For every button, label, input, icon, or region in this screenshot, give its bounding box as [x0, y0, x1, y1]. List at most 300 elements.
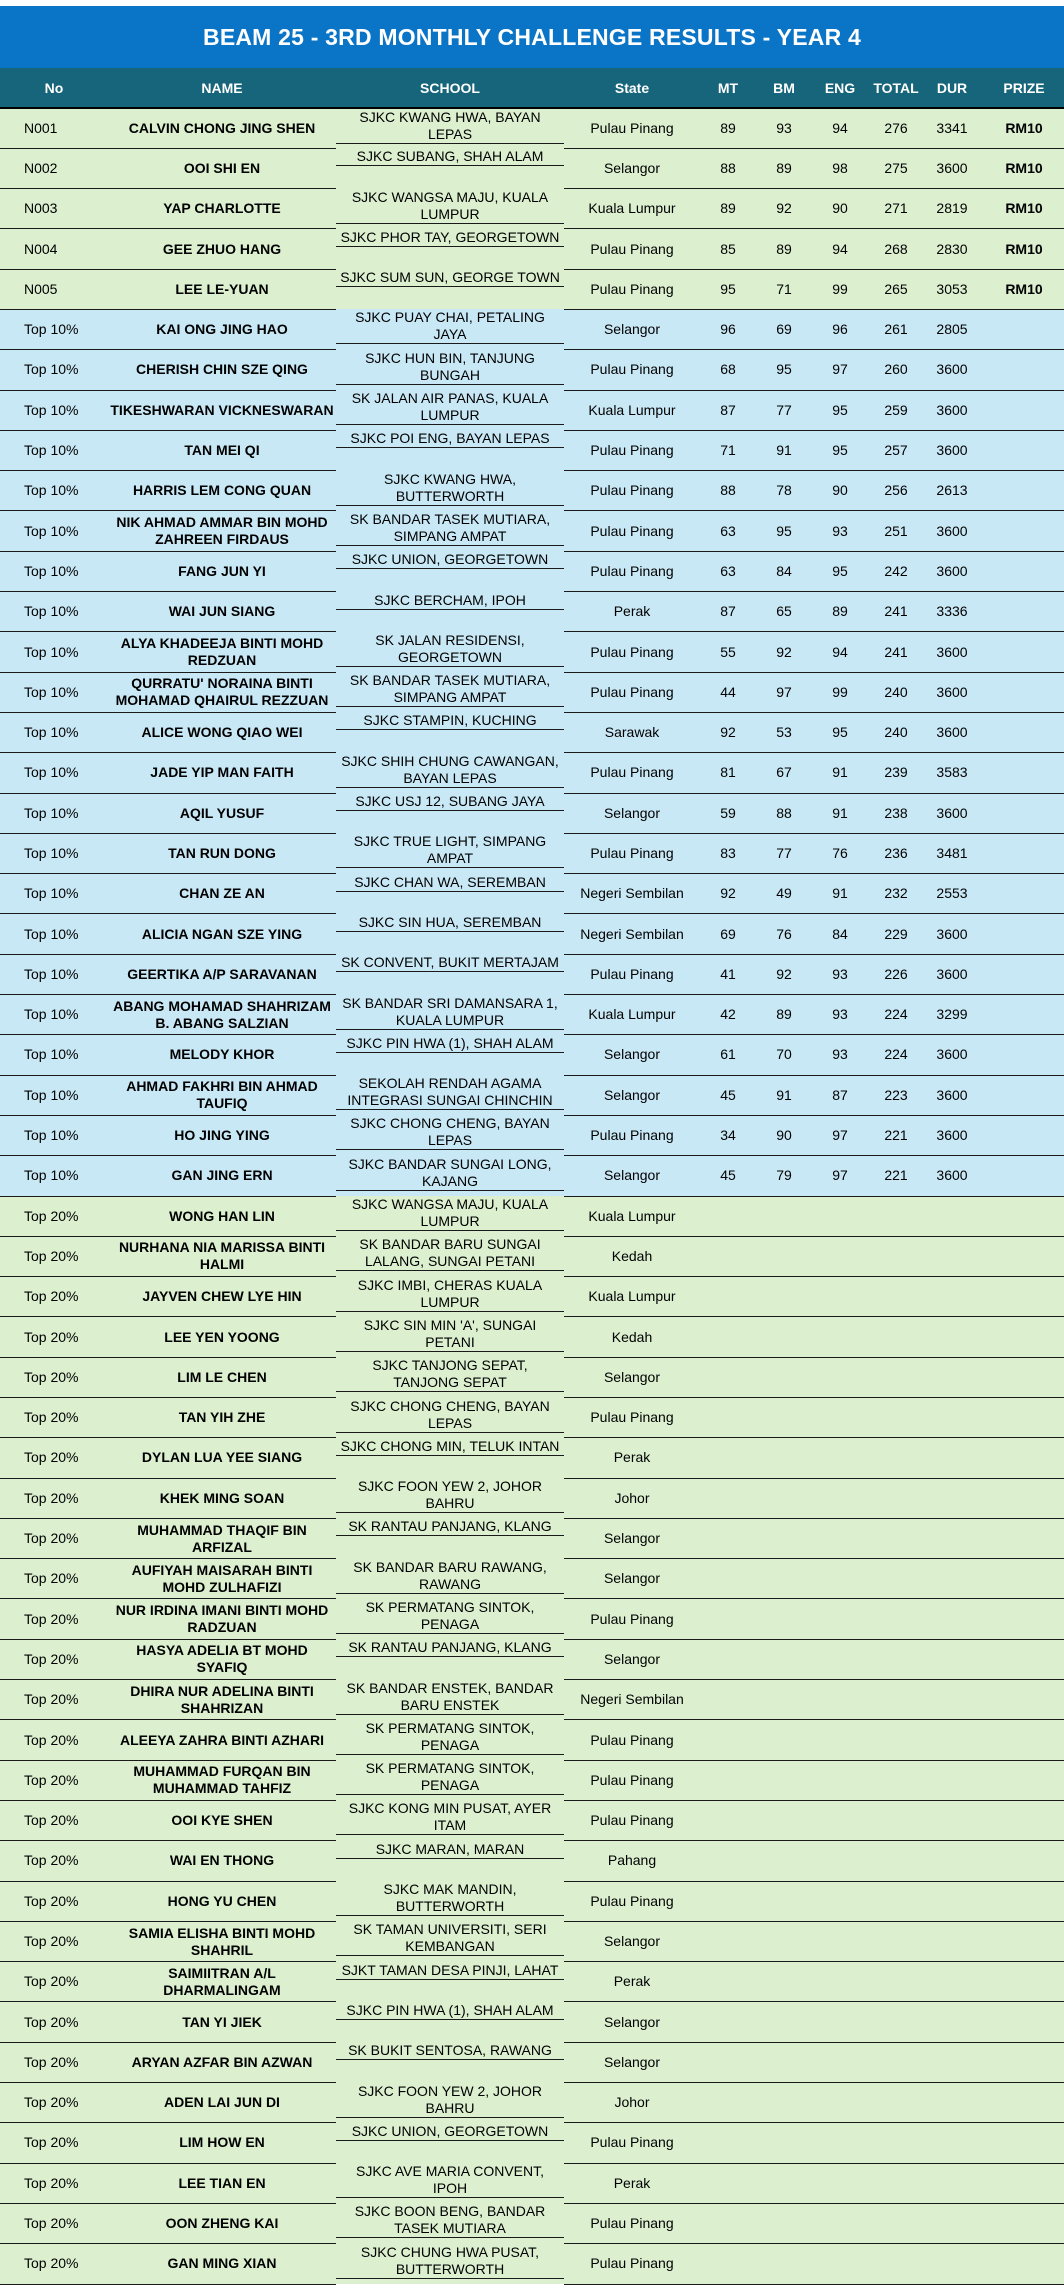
cell-prize	[980, 1236, 1064, 1276]
cell-prize	[980, 1599, 1064, 1639]
cell-school	[336, 1559, 564, 1594]
cell-mt: 85	[700, 229, 756, 269]
cell-total: 221	[868, 1115, 924, 1155]
cell-state: Selangor	[564, 1559, 700, 1599]
cell-state: Kuala Lumpur	[564, 390, 700, 430]
cell-prize	[980, 551, 1064, 591]
cell-prize	[980, 1115, 1064, 1155]
cell-eng: 93	[812, 511, 868, 551]
cell-bm: 91	[756, 430, 812, 470]
school-text: SJKC KONG MIN PUSAT, AYER ITAM	[348, 1800, 552, 1834]
cell-total: 236	[868, 833, 924, 873]
table-row	[0, 874, 1064, 914]
cell-prize	[980, 1398, 1064, 1438]
cell-mt: 89	[700, 108, 756, 148]
cell-name: HASYA ADELIA BT MOHD SYAFIQ	[108, 1639, 336, 1679]
cell-total	[868, 1559, 924, 1599]
cell-prize	[980, 1559, 1064, 1599]
cell-state: Kuala Lumpur	[564, 189, 700, 229]
cell-name: NUR IRDINA IMANI BINTI MOHD RADZUAN	[108, 1599, 336, 1639]
cell-eng: 95	[812, 712, 868, 752]
cell-state: Johor	[564, 1478, 700, 1518]
cell-no: Top 10%	[0, 874, 108, 914]
cell-total	[868, 1398, 924, 1438]
cell-no: Top 10%	[0, 954, 108, 994]
school-text: SJKC BOON BENG, BANDAR TASEK MUTIARA	[354, 2203, 546, 2237]
cell-no: Top 20%	[0, 1962, 108, 2002]
cell-bm	[756, 1720, 812, 1760]
cell-name: MUHAMMAD THAQIF BIN ARFIZAL	[108, 1518, 336, 1558]
cell-name: WONG HAN LIN	[108, 1196, 336, 1236]
cell-mt: 71	[700, 430, 756, 470]
cell-prize: RM10	[980, 229, 1064, 269]
school-text: SJKC AVE MARIA CONVENT, IPOH	[355, 2163, 544, 2197]
cell-mt: 45	[700, 1156, 756, 1196]
cell-mt: 96	[700, 309, 756, 349]
cell-prize	[980, 1518, 1064, 1558]
cell-no: Top 20%	[0, 1559, 108, 1599]
cell-state: Selangor	[564, 1639, 700, 1679]
cell-prize	[980, 1156, 1064, 1196]
cell-name: HO JING YING	[108, 1115, 336, 1155]
school-text: SJKC PUAY CHAI, PETALING JAYA	[355, 309, 545, 343]
cell-school	[336, 2244, 564, 2279]
cell-dur	[924, 1196, 980, 1236]
cell-dur	[924, 1881, 980, 1921]
cell-total: 268	[868, 229, 924, 269]
cell-bm	[756, 2123, 812, 2163]
cell-no: Top 10%	[0, 793, 108, 833]
cell-state: Selangor	[564, 1035, 700, 1075]
cell-mt: 87	[700, 390, 756, 430]
cell-name: GEE ZHUO HANG	[108, 229, 336, 269]
table-row	[0, 2123, 1064, 2163]
cell-no: Top 10%	[0, 1075, 108, 1115]
cell-no: Top 20%	[0, 1438, 108, 1478]
table-row	[0, 108, 1064, 148]
table-row	[0, 2244, 1064, 2284]
cell-mt: 34	[700, 1115, 756, 1155]
cell-mt	[700, 1921, 756, 1961]
school-text: SJKC MAK MANDIN, BUTTERWORTH	[383, 1881, 517, 1915]
cell-total	[868, 1317, 924, 1357]
cell-state: Pulau Pinang	[564, 430, 700, 470]
cell-name: HARRIS LEM CONG QUAN	[108, 471, 336, 511]
cell-prize	[980, 1639, 1064, 1679]
school-text: SK JALAN RESIDENSI, GEORGETOWN	[375, 631, 525, 665]
cell-no: Top 10%	[0, 1115, 108, 1155]
cell-bm	[756, 1680, 812, 1720]
school-text: SK PERMATANG SINTOK, PENAGA	[365, 1598, 535, 1632]
cell-eng	[812, 1639, 868, 1679]
cell-school	[336, 2002, 564, 2020]
cell-no: Top 20%	[0, 1841, 108, 1881]
cell-bm	[756, 1277, 812, 1317]
cell-name: LEE TIAN EN	[108, 2163, 336, 2203]
cell-name: ABANG MOHAMAD SHAHRIZAM B. ABANG SALZIAN	[108, 995, 336, 1035]
cell-eng	[812, 1236, 868, 1276]
cell-state: Negeri Sembilan	[564, 874, 700, 914]
cell-prize	[980, 1478, 1064, 1518]
school-text: SJKC TRUE LIGHT, SIMPANG AMPAT	[353, 833, 547, 867]
cell-school	[336, 1277, 564, 1312]
cell-eng	[812, 1599, 868, 1639]
cell-name: ALICE WONG QIAO WEI	[108, 712, 336, 752]
cell-prize	[980, 1881, 1064, 1921]
cell-mt: 61	[700, 1035, 756, 1075]
cell-mt	[700, 2083, 756, 2123]
cell-no: Top 10%	[0, 551, 108, 591]
school-text: SJKC KWANG HWA, BUTTERWORTH	[384, 470, 516, 504]
cell-school	[336, 1518, 564, 1536]
cell-total: 240	[868, 672, 924, 712]
cell-prize	[980, 1680, 1064, 1720]
cell-school	[336, 954, 564, 972]
cell-prize: RM10	[980, 189, 1064, 229]
header-eng: ENG	[812, 68, 868, 108]
cell-no: Top 20%	[0, 2123, 108, 2163]
table-row	[0, 1518, 1064, 1558]
cell-total	[868, 2002, 924, 2042]
cell-school	[336, 350, 564, 385]
cell-prize	[980, 914, 1064, 954]
cell-dur	[924, 1317, 980, 1357]
cell-prize	[980, 1075, 1064, 1115]
cell-school	[336, 2042, 564, 2060]
cell-no: Top 10%	[0, 1156, 108, 1196]
cell-prize	[980, 954, 1064, 994]
cell-eng: 94	[812, 229, 868, 269]
cell-dur	[924, 1478, 980, 1518]
cell-dur: 3053	[924, 269, 980, 309]
cell-dur: 3600	[924, 672, 980, 712]
cell-eng	[812, 2123, 868, 2163]
cell-name: OOI KYE SHEN	[108, 1800, 336, 1840]
cell-name: JAYVEN CHEW LYE HIN	[108, 1277, 336, 1317]
header-name: NAME	[108, 68, 336, 108]
cell-dur	[924, 1518, 980, 1558]
cell-prize	[980, 1317, 1064, 1357]
cell-name: NURHANA NIA MARISSA BINTI HALMI	[108, 1236, 336, 1276]
cell-no: Top 20%	[0, 2203, 108, 2243]
cell-name: MUHAMMAD FURQAN BIN MUHAMMAD TAHFIZ	[108, 1760, 336, 1800]
cell-school	[336, 1921, 564, 1956]
cell-bm: 92	[756, 632, 812, 672]
cell-no: Top 20%	[0, 2163, 108, 2203]
cell-state: Pulau Pinang	[564, 229, 700, 269]
cell-eng: 76	[812, 833, 868, 873]
cell-name: ALICIA NGAN SZE YING	[108, 914, 336, 954]
school-text: SK BANDAR BARU SUNGAI LALANG, SUNGAI PETANI	[359, 1236, 541, 1270]
table-row	[0, 1156, 1064, 1196]
cell-name: DHIRA NUR ADELINA BINTI SHAHRIZAN	[108, 1680, 336, 1720]
cell-prize	[980, 1760, 1064, 1800]
table-row	[0, 1881, 1064, 1921]
cell-no: Top 10%	[0, 914, 108, 954]
school-text: SK BANDAR ENSTEK, BANDAR BARU ENSTEK	[346, 1679, 554, 1713]
cell-eng: 93	[812, 1035, 868, 1075]
cell-dur: 3600	[924, 1035, 980, 1075]
cell-dur: 3299	[924, 995, 980, 1035]
cell-eng	[812, 1720, 868, 1760]
school-text: SJKC POI ENG, BAYAN LEPAS	[350, 430, 550, 447]
cell-state: Selangor	[564, 2042, 700, 2082]
cell-state: Pulau Pinang	[564, 833, 700, 873]
cell-dur: 3600	[924, 350, 980, 390]
cell-prize	[980, 1921, 1064, 1961]
school-text: SJKC BANDAR SUNGAI LONG, KAJANG	[348, 1155, 552, 1189]
cell-total	[868, 1277, 924, 1317]
cell-total	[868, 2244, 924, 2284]
cell-bm	[756, 2244, 812, 2284]
school-text: SJKC CHONG CHENG, BAYAN LEPAS	[350, 1397, 550, 1431]
table-row	[0, 995, 1064, 1035]
table-row	[0, 2002, 1064, 2042]
table-row	[0, 1357, 1064, 1397]
cell-school	[336, 511, 564, 546]
cell-prize	[980, 309, 1064, 349]
cell-school	[336, 833, 564, 868]
cell-prize	[980, 2244, 1064, 2284]
cell-dur	[924, 1720, 980, 1760]
cell-dur	[924, 1438, 980, 1478]
cell-state: Pulau Pinang	[564, 2123, 700, 2163]
cell-bm: 92	[756, 189, 812, 229]
cell-total: 276	[868, 108, 924, 148]
cell-dur	[924, 2083, 980, 2123]
cell-no: Top 20%	[0, 1881, 108, 1921]
cell-bm: 95	[756, 350, 812, 390]
cell-dur: 3600	[924, 1075, 980, 1115]
cell-school	[336, 672, 564, 707]
cell-mt	[700, 2042, 756, 2082]
school-text: SJKC CHUNG HWA PUSAT, BUTTERWORTH	[360, 2243, 540, 2277]
cell-eng: 89	[812, 592, 868, 632]
cell-dur: 3481	[924, 833, 980, 873]
cell-total	[868, 1881, 924, 1921]
table-row	[0, 914, 1064, 954]
cell-no: N004	[0, 229, 108, 269]
cell-name: ARYAN AZFAR BIN AZWAN	[108, 2042, 336, 2082]
school-text: SJKC SIN MIN 'A', SUNGAI PETANI	[363, 1316, 537, 1350]
cell-bm: 90	[756, 1115, 812, 1155]
cell-prize	[980, 2083, 1064, 2123]
cell-school	[336, 1962, 564, 1980]
cell-prize	[980, 1196, 1064, 1236]
cell-school	[336, 2123, 564, 2141]
cell-no: Top 20%	[0, 1398, 108, 1438]
cell-no: Top 20%	[0, 2083, 108, 2123]
cell-school	[336, 1236, 564, 1271]
table-row	[0, 672, 1064, 712]
table-row	[0, 1236, 1064, 1276]
cell-mt	[700, 2244, 756, 2284]
cell-dur: 2819	[924, 189, 980, 229]
cell-state: Pulau Pinang	[564, 632, 700, 672]
cell-no: Top 10%	[0, 309, 108, 349]
school-text: SJKT TAMAN DESA PINJI, LAHAT	[341, 1961, 559, 1978]
cell-no: Top 20%	[0, 1277, 108, 1317]
cell-dur	[924, 1800, 980, 1840]
cell-prize: RM10	[980, 269, 1064, 309]
cell-state: Pulau Pinang	[564, 108, 700, 148]
cell-mt	[700, 1800, 756, 1840]
table-row	[0, 189, 1064, 229]
table-row	[0, 1196, 1064, 1236]
school-text: SJKC WANGSA MAJU, KUALA LUMPUR	[351, 1196, 549, 1230]
cell-prize	[980, 1720, 1064, 1760]
school-text: SJKC SIN HUA, SEREMBAN	[358, 913, 542, 930]
table-row	[0, 833, 1064, 873]
cell-bm	[756, 1478, 812, 1518]
header-state: State	[564, 68, 700, 108]
cell-mt	[700, 1357, 756, 1397]
cell-eng	[812, 1559, 868, 1599]
table-row	[0, 350, 1064, 390]
cell-name: LEE YEN YOONG	[108, 1317, 336, 1357]
cell-eng: 99	[812, 269, 868, 309]
cell-school	[336, 189, 564, 224]
cell-bm: 95	[756, 511, 812, 551]
cell-eng: 97	[812, 1156, 868, 1196]
table-row	[0, 511, 1064, 551]
cell-bm	[756, 2163, 812, 2203]
cell-total: 261	[868, 309, 924, 349]
cell-eng: 97	[812, 350, 868, 390]
cell-name: GEERTIKA A/P SARAVANAN	[108, 954, 336, 994]
cell-name: CHERISH CHIN SZE QING	[108, 350, 336, 390]
table-row	[0, 269, 1064, 309]
cell-name: DYLAN LUA YEE SIANG	[108, 1438, 336, 1478]
cell-total: 238	[868, 793, 924, 833]
cell-dur: 3600	[924, 914, 980, 954]
results-table	[0, 68, 1064, 2285]
cell-mt	[700, 1760, 756, 1800]
cell-school	[336, 1398, 564, 1433]
school-text: SK JALAN AIR PANAS, KUALA LUMPUR	[351, 390, 549, 424]
cell-dur	[924, 2163, 980, 2203]
cell-total	[868, 2163, 924, 2203]
cell-dur	[924, 1841, 980, 1881]
cell-no: Top 10%	[0, 1035, 108, 1075]
cell-no: Top 20%	[0, 2042, 108, 2082]
cell-eng: 84	[812, 914, 868, 954]
cell-bm: 97	[756, 672, 812, 712]
cell-prize	[980, 2042, 1064, 2082]
cell-school	[336, 2203, 564, 2238]
cell-dur: 3600	[924, 954, 980, 994]
cell-total: 221	[868, 1156, 924, 1196]
cell-eng: 91	[812, 793, 868, 833]
table-row	[0, 471, 1064, 511]
cell-bm: 77	[756, 833, 812, 873]
cell-dur	[924, 1760, 980, 1800]
cell-prize	[980, 350, 1064, 390]
cell-dur	[924, 1277, 980, 1317]
cell-dur: 3341	[924, 108, 980, 148]
cell-mt	[700, 1720, 756, 1760]
cell-prize	[980, 632, 1064, 672]
cell-dur	[924, 2002, 980, 2042]
cell-mt: 95	[700, 269, 756, 309]
cell-no: Top 10%	[0, 672, 108, 712]
cell-mt	[700, 1680, 756, 1720]
cell-dur	[924, 2203, 980, 2243]
cell-mt	[700, 1881, 756, 1921]
cell-dur: 3600	[924, 551, 980, 591]
cell-name: ALEEYA ZAHRA BINTI AZHARI	[108, 1720, 336, 1760]
cell-mt	[700, 1559, 756, 1599]
cell-eng: 87	[812, 1075, 868, 1115]
cell-mt: 89	[700, 189, 756, 229]
cell-school	[336, 1478, 564, 1513]
results-body	[0, 108, 1064, 2284]
cell-bm	[756, 1800, 812, 1840]
cell-total	[868, 1921, 924, 1961]
cell-no: N005	[0, 269, 108, 309]
table-row	[0, 430, 1064, 470]
table-row	[0, 592, 1064, 632]
school-text: SEKOLAH RENDAH AGAMA INTEGRASI SUNGAI CHINCHIN	[347, 1075, 553, 1109]
school-text: SJKC UNION, GEORGETOWN	[351, 2122, 549, 2139]
cell-bm	[756, 1357, 812, 1397]
cell-bm: 77	[756, 390, 812, 430]
cell-prize	[980, 712, 1064, 752]
cell-no: Top 10%	[0, 753, 108, 793]
cell-prize	[980, 833, 1064, 873]
cell-mt: 92	[700, 874, 756, 914]
cell-eng	[812, 1398, 868, 1438]
cell-bm	[756, 1962, 812, 2002]
cell-state: Pulau Pinang	[564, 753, 700, 793]
table-row	[0, 2203, 1064, 2243]
cell-no: Top 10%	[0, 390, 108, 430]
cell-bm	[756, 1639, 812, 1679]
table-row	[0, 1800, 1064, 1840]
cell-state: Johor	[564, 2083, 700, 2123]
cell-total: 275	[868, 148, 924, 188]
cell-no: Top 20%	[0, 1478, 108, 1518]
cell-name: KAI ONG JING HAO	[108, 309, 336, 349]
cell-name: AUFIYAH MAISARAH BINTI MOHD ZULHAFIZI	[108, 1559, 336, 1599]
cell-mt: 87	[700, 592, 756, 632]
table-row	[0, 1317, 1064, 1357]
cell-eng: 95	[812, 430, 868, 470]
cell-total: 223	[868, 1075, 924, 1115]
cell-total: 224	[868, 1035, 924, 1075]
cell-dur	[924, 1680, 980, 1720]
cell-state: Perak	[564, 592, 700, 632]
cell-bm: 88	[756, 793, 812, 833]
cell-eng: 95	[812, 390, 868, 430]
cell-prize	[980, 430, 1064, 470]
cell-school	[336, 1760, 564, 1795]
cell-eng: 94	[812, 108, 868, 148]
table-row	[0, 1680, 1064, 1720]
cell-no: Top 10%	[0, 592, 108, 632]
cell-dur	[924, 1599, 980, 1639]
school-text: SK TAMAN UNIVERSITI, SERI KEMBANGAN	[353, 1921, 547, 1955]
cell-mt	[700, 1196, 756, 1236]
cell-mt	[700, 1317, 756, 1357]
cell-name: ALYA KHADEEJA BINTI MOHD REDZUAN	[108, 632, 336, 672]
cell-no: N002	[0, 148, 108, 188]
cell-no: Top 20%	[0, 1357, 108, 1397]
cell-eng	[812, 1841, 868, 1881]
cell-name: TAN RUN DONG	[108, 833, 336, 873]
cell-total	[868, 2203, 924, 2243]
cell-eng	[812, 2083, 868, 2123]
